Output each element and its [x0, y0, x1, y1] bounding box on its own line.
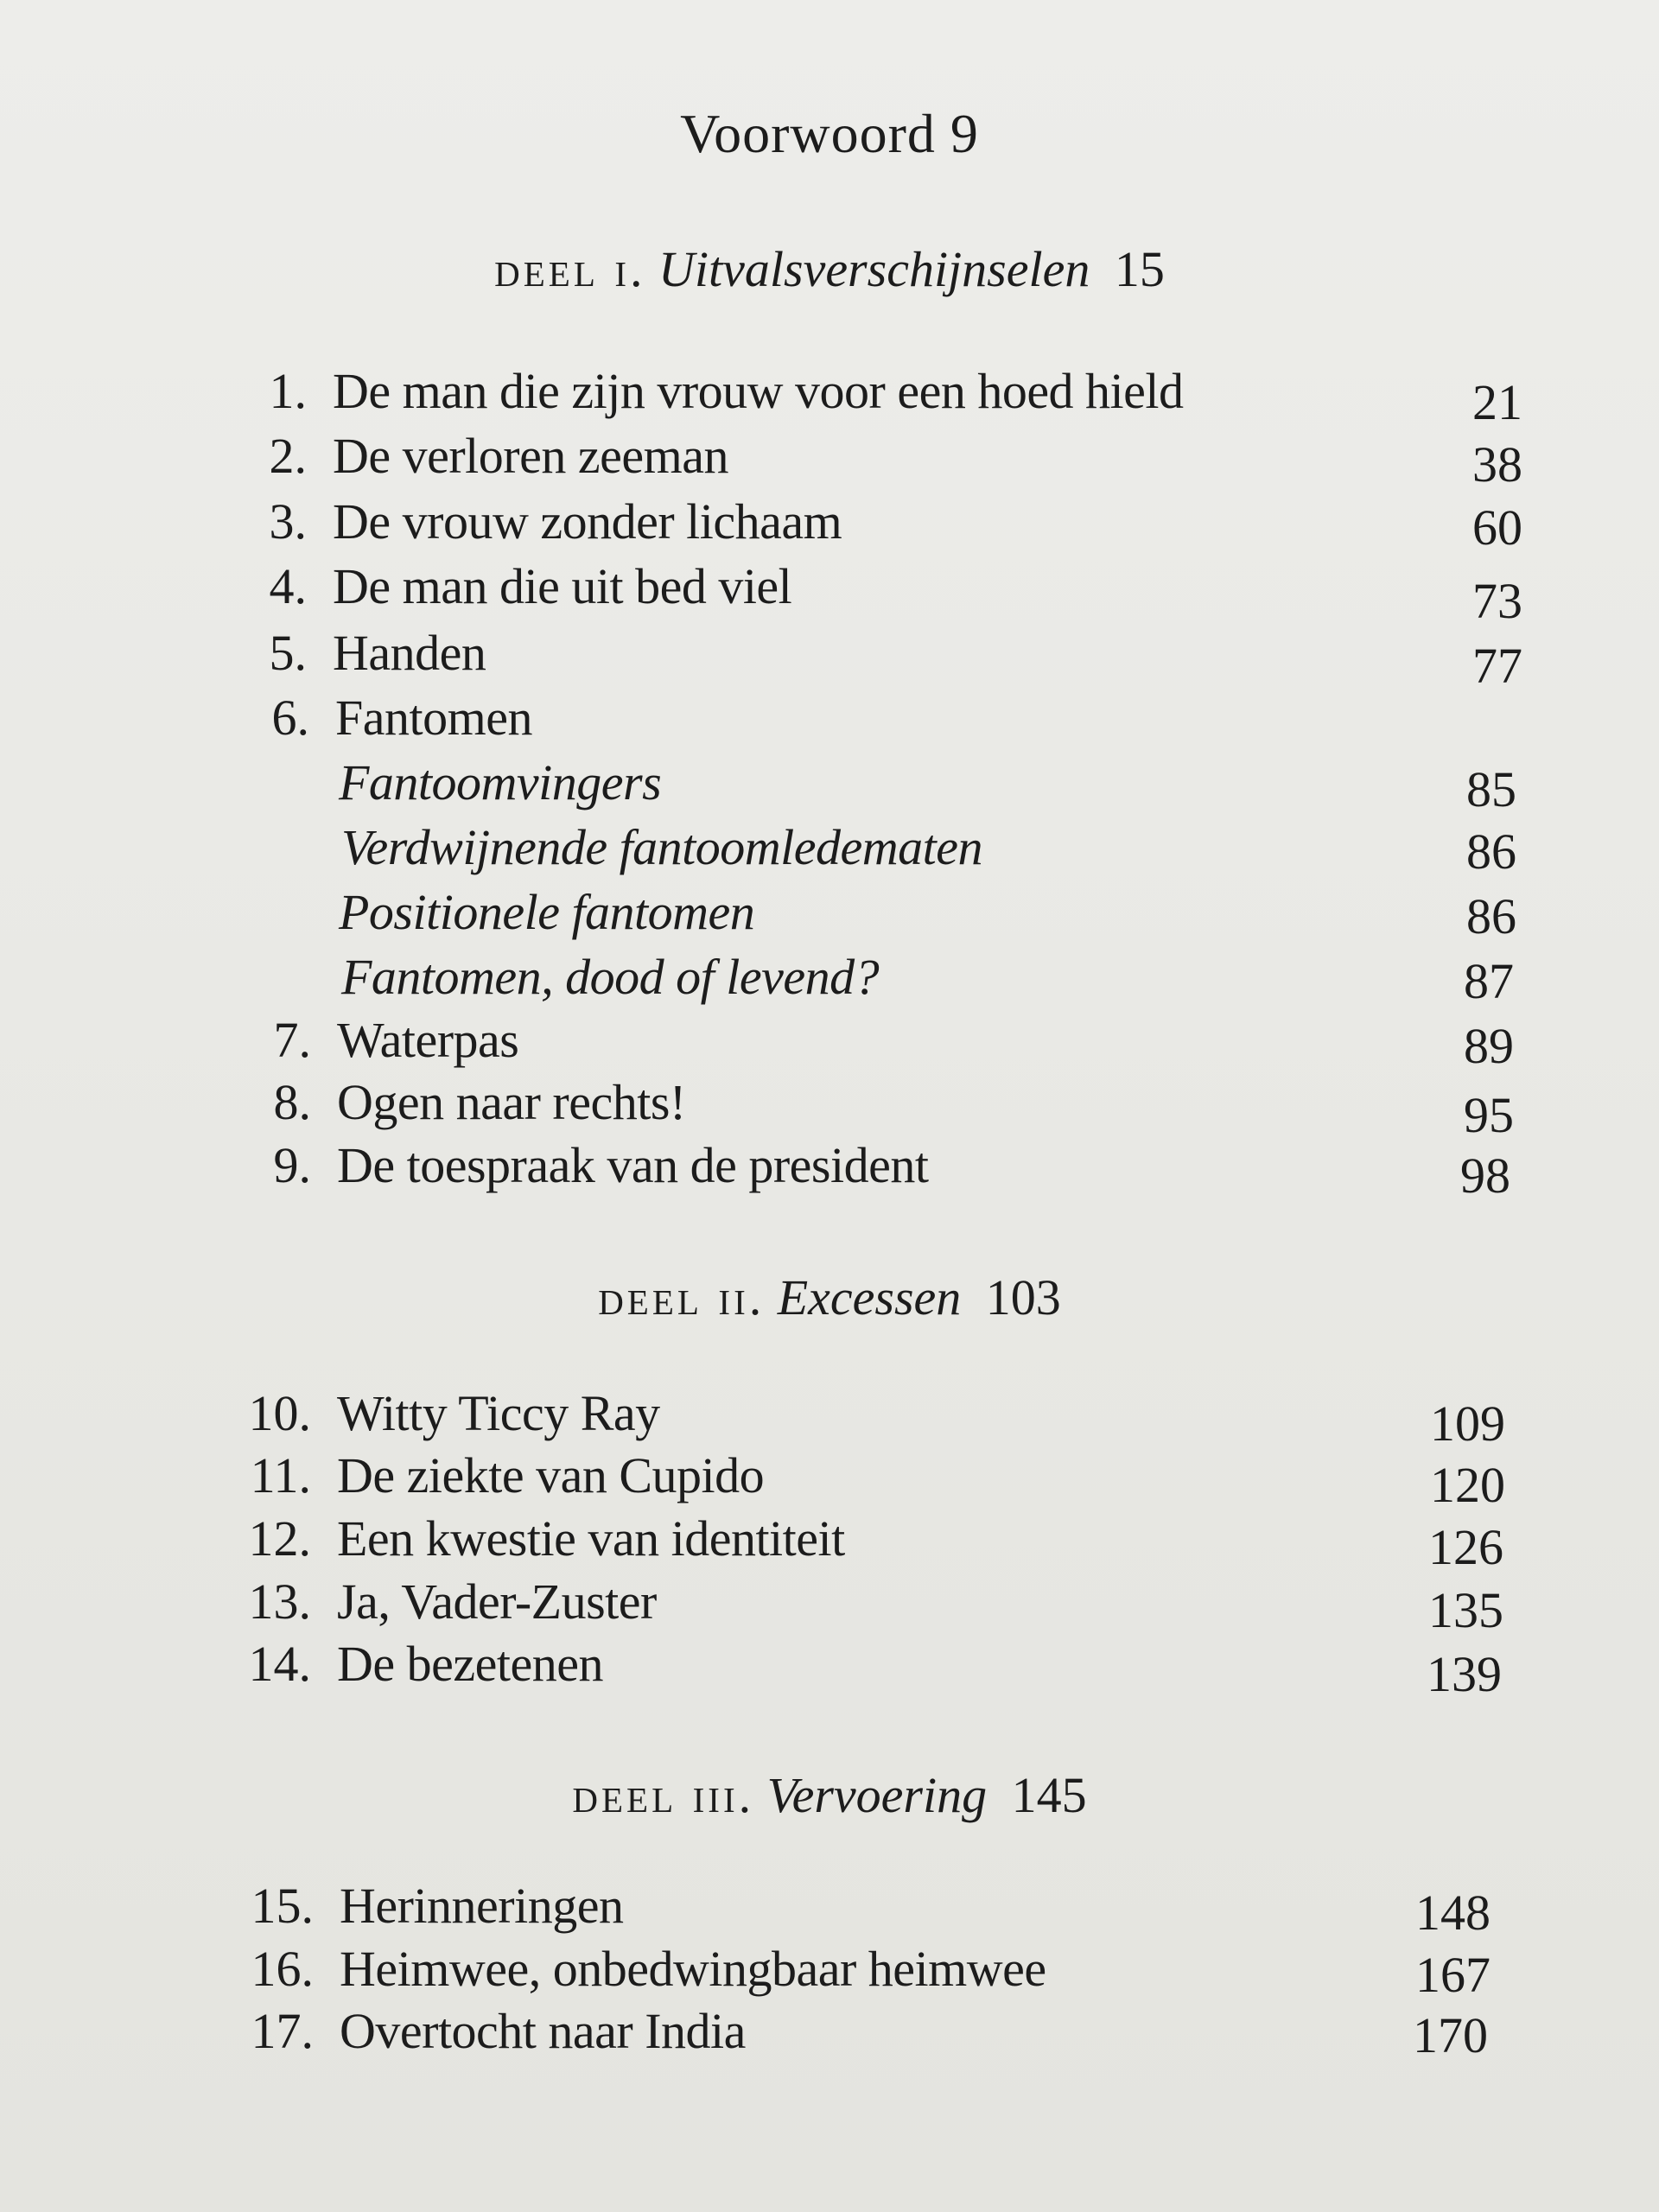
toc-subentry: [341, 946, 879, 1008]
entry-number: 7.: [273, 1012, 311, 1068]
toc-entry: [269, 425, 728, 487]
entry-title: Handen: [333, 625, 486, 681]
toc-entry: [269, 491, 842, 553]
entry-number: 11.: [250, 1447, 311, 1503]
entry-title: De verloren zeeman: [333, 428, 728, 484]
entry-title: De man die uit bed viel: [333, 558, 792, 614]
voorwoord-title: Voorwoord: [680, 103, 936, 164]
entry-number: 4.: [269, 558, 307, 614]
entry-title: Waterpas: [337, 1012, 519, 1068]
toc-entry: [248, 1571, 657, 1633]
entry-number: 3.: [269, 493, 307, 550]
entry-title: De vrouw zonder lichaam: [333, 493, 842, 550]
toc-subentry: [339, 881, 754, 944]
entry-page-number: 89: [1464, 1018, 1514, 1074]
part-3-heading: [0, 1766, 1659, 1824]
entry-page-number: 98: [1460, 1147, 1510, 1204]
part-1-label: deel i.: [494, 241, 646, 297]
toc-entry: [269, 622, 486, 684]
entry-title: Herinneringen: [340, 1878, 624, 1934]
entry-title: Ogen naar rechts!: [337, 1074, 686, 1130]
entry-title: De ziekte van Cupido: [337, 1447, 765, 1503]
entry-page-number: 109: [1430, 1395, 1505, 1452]
toc-entry: [248, 1633, 603, 1695]
entry-number: 16.: [251, 1941, 314, 1997]
entry-page-number: 120: [1430, 1457, 1505, 1513]
entry-number: 12.: [248, 1510, 311, 1567]
toc-entry: [248, 1382, 660, 1445]
part-1-page: 15: [1114, 241, 1165, 297]
entry-page-number: 21: [1472, 374, 1522, 430]
toc-entry: [273, 1009, 519, 1071]
entry-number: 10.: [248, 1385, 311, 1441]
part-2-page: 103: [985, 1269, 1061, 1325]
part-1-heading: [0, 240, 1659, 298]
part-3-label: deel iii.: [572, 1767, 755, 1823]
toc-entry: [251, 1875, 624, 1937]
toc-entry: [251, 2000, 746, 2063]
toc-entry: [248, 1508, 845, 1570]
part-2-title: Excessen: [777, 1269, 962, 1325]
entry-number: 17.: [251, 2003, 314, 2059]
entry-number: 14.: [248, 1636, 311, 1692]
part-1-title: Uitvalsverschijnselen: [658, 241, 1090, 297]
entry-title: De toespraak van de president: [337, 1137, 929, 1193]
entry-page-number: 86: [1466, 823, 1516, 880]
toc-entry: [269, 360, 1184, 423]
entry-title: De man die zijn vrouw voor een hoed hield: [333, 363, 1184, 419]
entry-page-number: 38: [1472, 436, 1522, 493]
entry-number: 1.: [269, 363, 307, 419]
entry-title: Een kwestie van identiteit: [337, 1510, 845, 1567]
part-3-page: 145: [1011, 1767, 1087, 1823]
toc-entry: [271, 687, 532, 749]
subentry-title: Verdwijnende fantoomledematen: [341, 819, 983, 875]
entry-title: Witty Ticcy Ray: [337, 1385, 660, 1441]
entry-title: Heimwee, onbedwingbaar heimwee: [340, 1941, 1046, 1997]
entry-page-number: 135: [1428, 1582, 1503, 1638]
toc-entry: [273, 1135, 929, 1197]
entry-title: De bezetenen: [337, 1636, 603, 1692]
entry-title: Ja, Vader-Zuster: [337, 1573, 657, 1630]
entry-page-number: 167: [1415, 1947, 1491, 2003]
subentry-title: Fantoomvingers: [339, 754, 662, 810]
entry-page-number: 126: [1428, 1519, 1503, 1575]
voorwoord-heading: [0, 102, 1659, 166]
part-2-label: deel ii.: [598, 1269, 766, 1325]
entry-page-number: 85: [1466, 761, 1516, 817]
part-3-title: Vervoering: [766, 1767, 988, 1823]
entry-number: 6.: [271, 690, 309, 746]
entry-title: Fantomen: [335, 690, 532, 746]
entry-title: Overtocht naar India: [340, 2003, 746, 2059]
entry-number: 2.: [269, 428, 307, 484]
entry-page-number: 86: [1466, 888, 1516, 944]
entry-page-number: 73: [1472, 573, 1522, 629]
toc-entry: [273, 1071, 686, 1134]
entry-page-number: 95: [1464, 1087, 1514, 1143]
toc-entry: [269, 556, 792, 618]
entry-number: 8.: [273, 1074, 311, 1130]
voorwoord-page: 9: [950, 103, 979, 164]
toc-entry: [250, 1445, 765, 1507]
subentry-title: Fantomen, dood of levend?: [341, 949, 880, 1005]
toc-subentry: [341, 817, 982, 879]
toc-subentry: [339, 752, 661, 814]
entry-page-number: 170: [1413, 2007, 1488, 2063]
entry-page-number: 139: [1427, 1646, 1502, 1702]
entry-number: 9.: [273, 1137, 311, 1193]
entry-number: 5.: [269, 625, 307, 681]
entry-page-number: 87: [1464, 953, 1514, 1009]
entry-number: 15.: [251, 1878, 314, 1934]
toc-entry: [251, 1938, 1046, 2000]
part-2-heading: [0, 1268, 1659, 1326]
entry-page-number: 148: [1415, 1885, 1491, 1941]
entry-page-number: 60: [1472, 499, 1522, 556]
entry-number: 13.: [248, 1573, 311, 1630]
subentry-title: Positionele fantomen: [339, 884, 755, 940]
entry-page-number: 77: [1472, 638, 1522, 694]
